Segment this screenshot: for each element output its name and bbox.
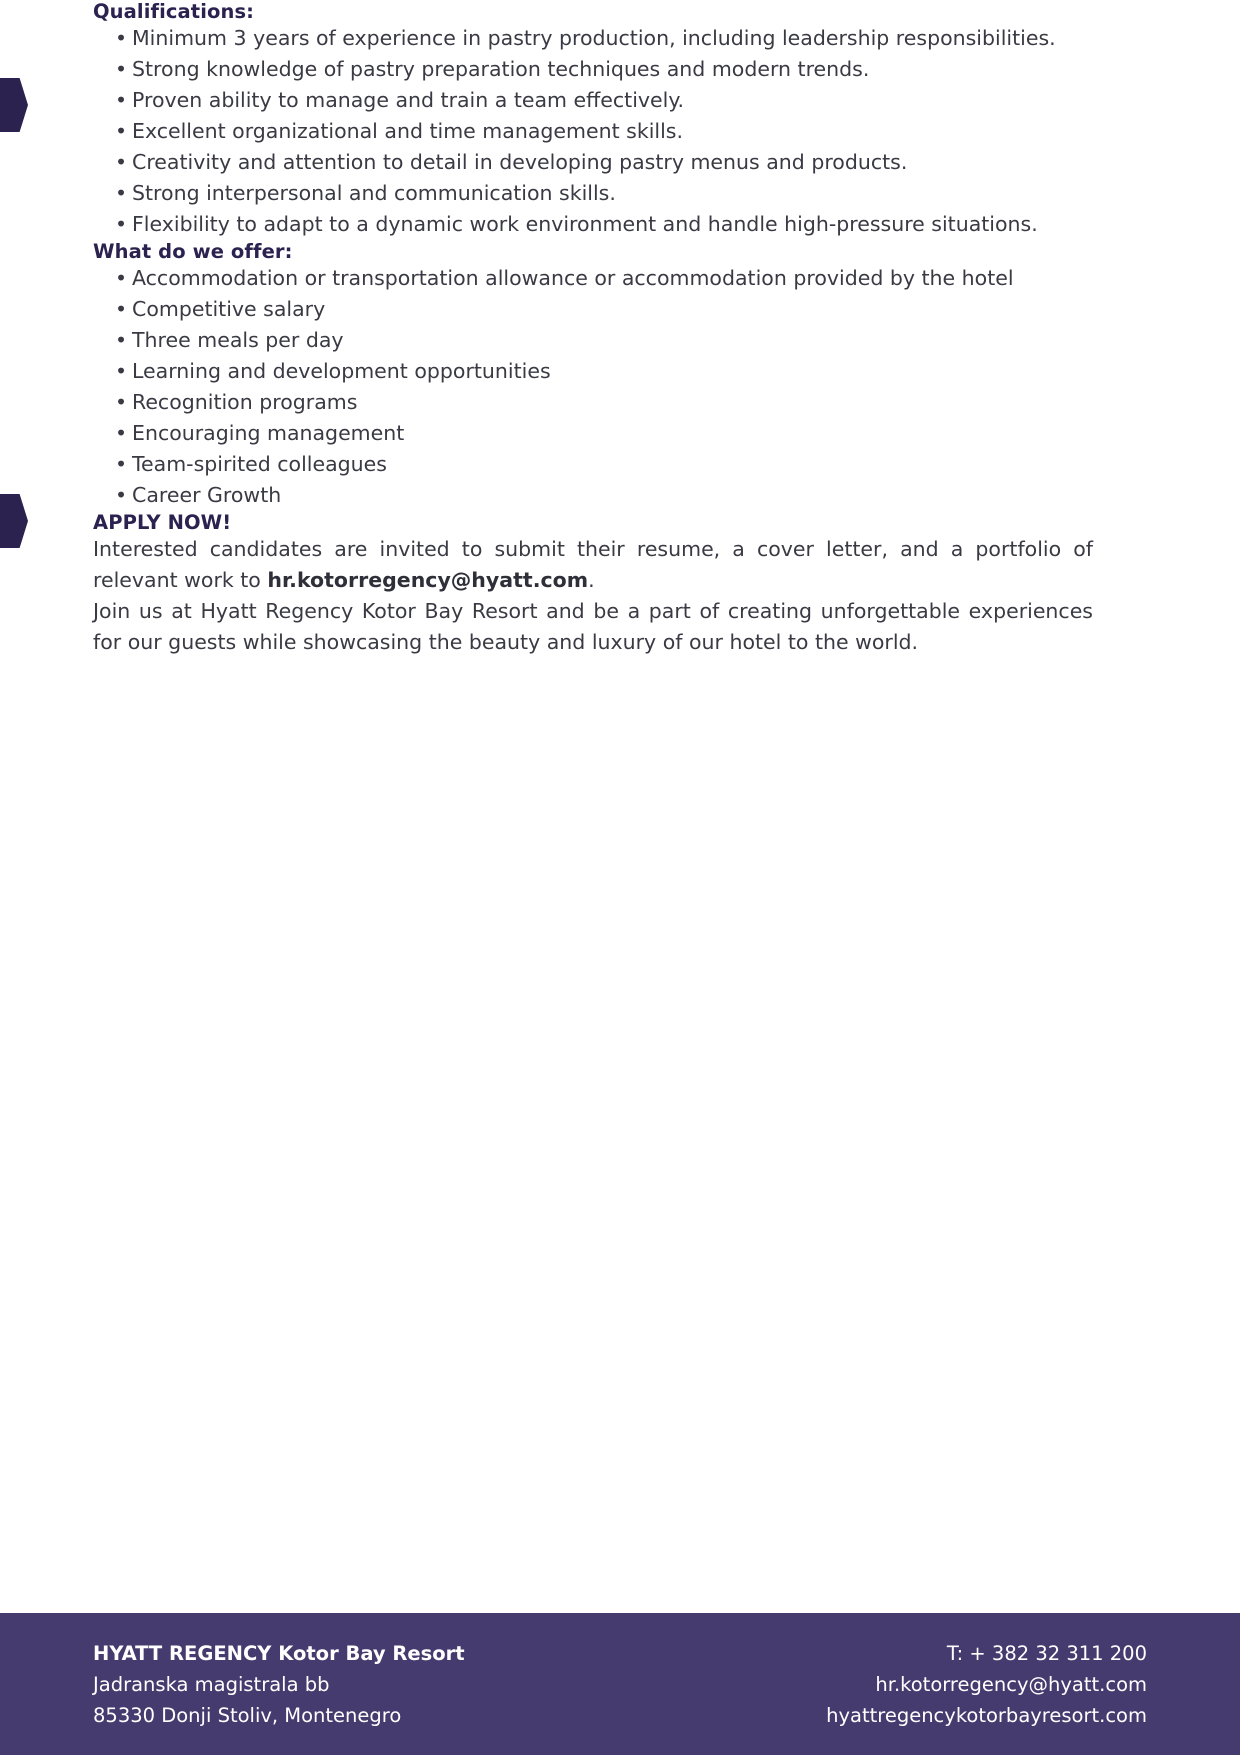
contact-email[interactable]: hr.kotorregency@hyatt.com (267, 568, 589, 592)
footer-website[interactable]: hyattregencykotorbayresort.com (826, 1704, 1147, 1727)
arrow-marker-icon (0, 78, 28, 132)
apply-paragraph-1 (93, 534, 1093, 596)
qualifications-list (93, 23, 1093, 240)
list-item: • Three meals per day (93, 325, 1093, 356)
qualifications-heading: Qualifications: (93, 0, 255, 23)
list-item: • Accommodation or transportation allowance or accommodation provided by the hotel (93, 263, 1093, 294)
footer-address-block (93, 1638, 465, 1731)
arrow-marker-icon (0, 494, 28, 548)
list-item: • Excellent organizational and time management skills. (93, 116, 1093, 147)
list-item: • Team-spirited colleagues (93, 449, 1093, 480)
footer-address-line-1: Jadranska magistrala bb (93, 1673, 330, 1696)
list-item: • Proven ability to manage and train a team effectively. (93, 85, 1093, 116)
page-footer (0, 1613, 1240, 1755)
list-item: • Competitive salary (93, 294, 1093, 325)
footer-company-name: HYATT REGENCY Kotor Bay Resort (93, 1642, 465, 1665)
footer-content (93, 1638, 1147, 1731)
list-item: • Flexibility to adapt to a dynamic work environment and handle high-pressure situations. (93, 209, 1093, 240)
offer-heading: What do we offer: (93, 240, 293, 263)
list-item: • Strong interpersonal and communication skills. (93, 178, 1093, 209)
list-item: • Career Growth (93, 480, 1093, 511)
list-item: • Encouraging management (93, 418, 1093, 449)
apply-now-heading: APPLY NOW! (93, 511, 232, 534)
list-item: • Creativity and attention to detail in developing pastry menus and products. (93, 147, 1093, 178)
offer-list (93, 263, 1093, 511)
footer-address-line-2: 85330 Donji Stoliv, Montenegro (93, 1704, 402, 1727)
list-item: • Recognition programs (93, 387, 1093, 418)
document-content (93, 0, 1093, 658)
apply-text-before: Interested candidates are invited to submit their resume, a cover letter, and a portfolio of relevant work to (93, 537, 1093, 592)
apply-text-after: . (588, 568, 595, 592)
list-item: • Minimum 3 years of experience in pastry production, including leadership responsibilities. (93, 23, 1093, 54)
list-item: • Strong knowledge of pastry preparation techniques and modern trends. (93, 54, 1093, 85)
list-item: • Learning and development opportunities (93, 356, 1093, 387)
apply-paragraph-2: Join us at Hyatt Regency Kotor Bay Resort and be a part of creating unforgettable experiences for our guests while showcasing the beauty and luxury of our hotel to the world. (93, 599, 1093, 654)
footer-contact-block (826, 1638, 1147, 1731)
footer-phone[interactable]: T: + 382 32 311 200 (946, 1642, 1147, 1665)
footer-email[interactable]: hr.kotorregency@hyatt.com (875, 1673, 1147, 1696)
